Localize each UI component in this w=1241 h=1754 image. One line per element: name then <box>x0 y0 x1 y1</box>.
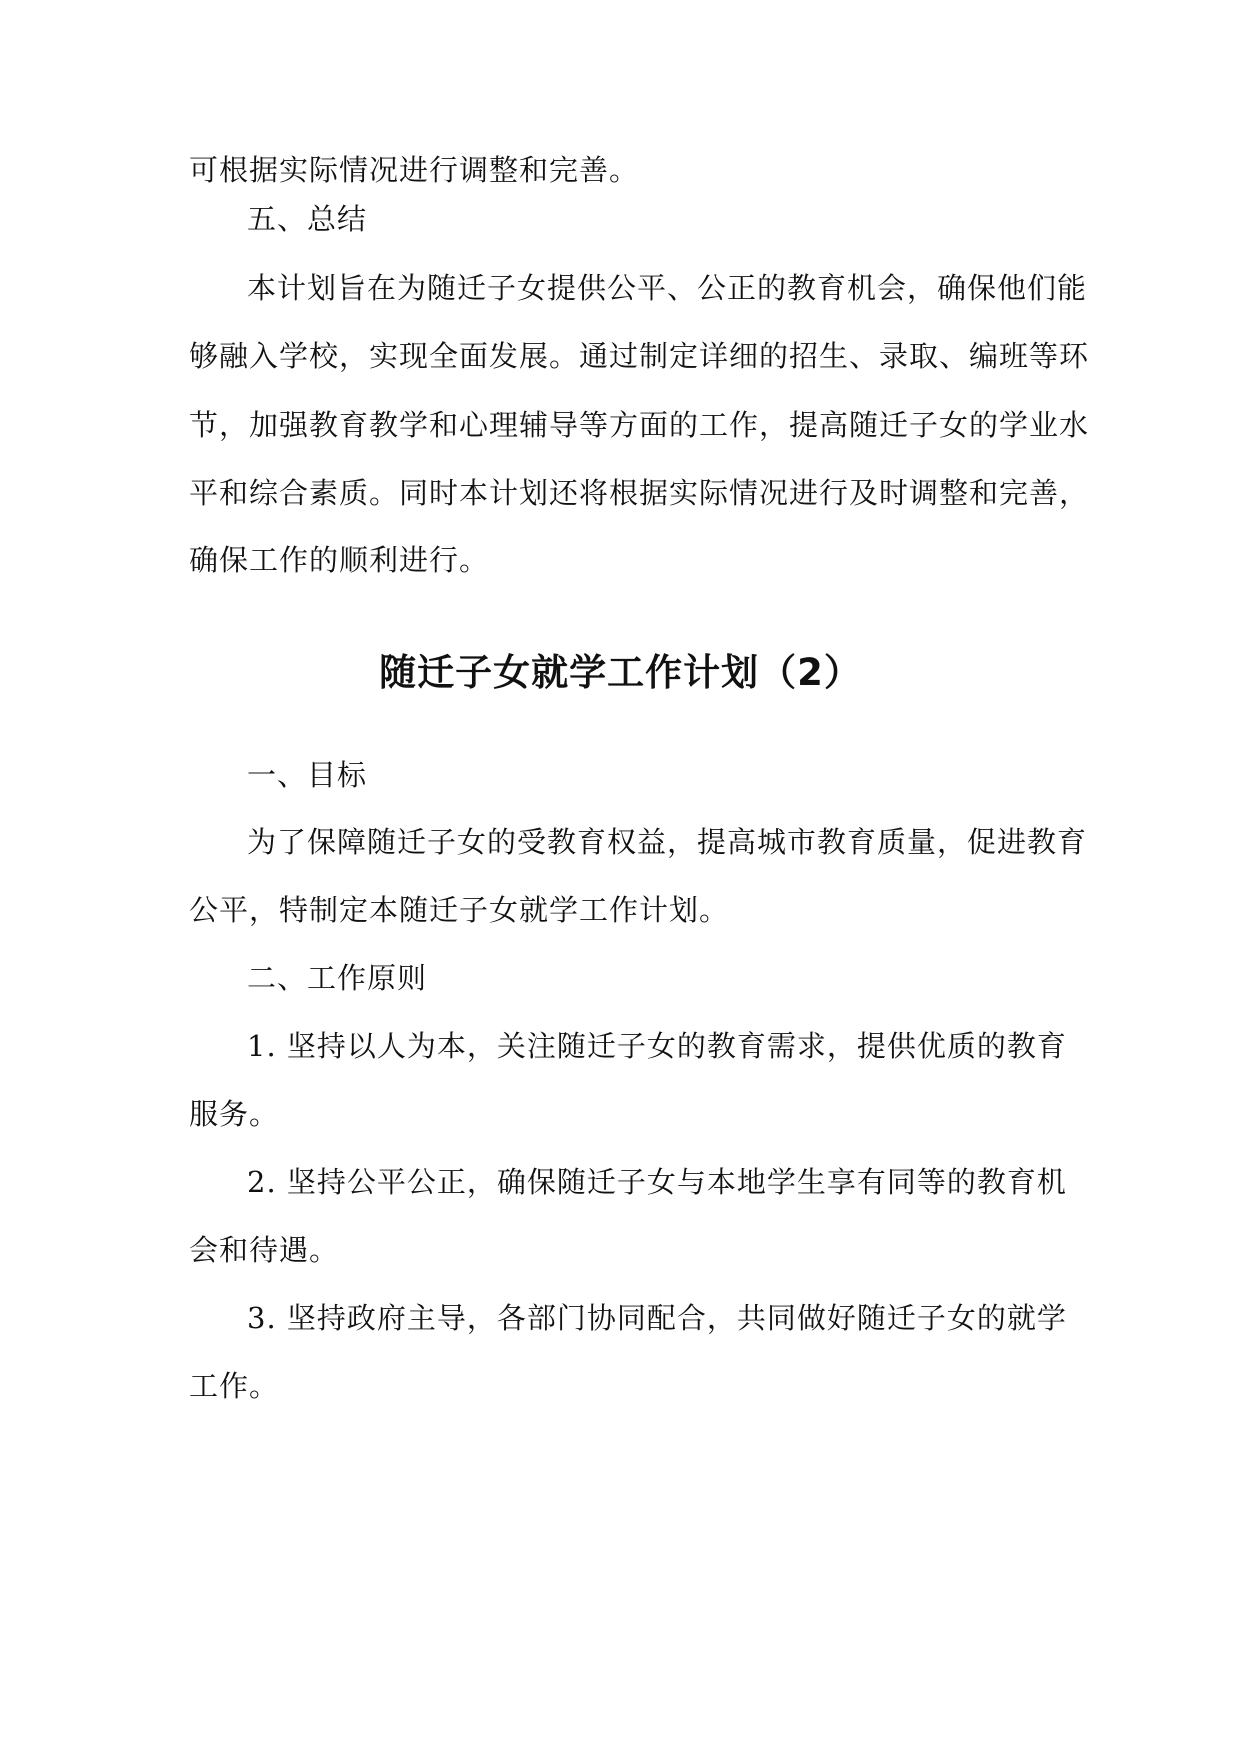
principle-2-line-1: 2. 坚持公平公正，确保随迁子女与本地学生享有同等的教育机 <box>247 1165 1067 1199</box>
heading-summary: 五、总结 <box>247 202 368 236</box>
summary-line-2: 够融入学校，实现全面发展。通过制定详细的招生、录取、编班等环 <box>189 339 1090 373</box>
heading-goal: 一、目标 <box>247 758 368 792</box>
document-title: 随迁子女就学工作计划（2） <box>379 651 862 694</box>
goal-line-1: 为了保障随迁子女的受教育权益，提高城市教育质量，促进教育 <box>247 825 1088 859</box>
summary-line-1: 本计划旨在为随迁子女提供公平、公正的教育机会，确保他们能 <box>247 271 1088 305</box>
principle-2-line-2: 会和待遇。 <box>189 1233 340 1267</box>
continuation-text: 可根据实际情况进行调整和完善。 <box>189 153 640 187</box>
summary-line-3: 节，加强教育教学和心理辅导等方面的工作，提高随迁子女的学业水 <box>189 408 1090 442</box>
summary-line-5: 确保工作的顺利进行。 <box>189 543 490 577</box>
principle-1-line-2: 服务。 <box>189 1097 280 1131</box>
principle-3-line-2: 工作。 <box>189 1369 280 1403</box>
principle-3-line-1: 3. 坚持政府主导，各部门协同配合，共同做好随迁子女的就学 <box>247 1301 1067 1335</box>
principle-1-line-1: 1. 坚持以人为本，关注随迁子女的教育需求，提供优质的教育 <box>247 1029 1067 1063</box>
heading-principles: 二、工作原则 <box>247 961 428 995</box>
goal-line-2: 公平，特制定本随迁子女就学工作计划。 <box>189 893 730 927</box>
summary-line-4: 平和综合素质。同时本计划还将根据实际情况进行及时调整和完善， <box>189 476 1090 510</box>
